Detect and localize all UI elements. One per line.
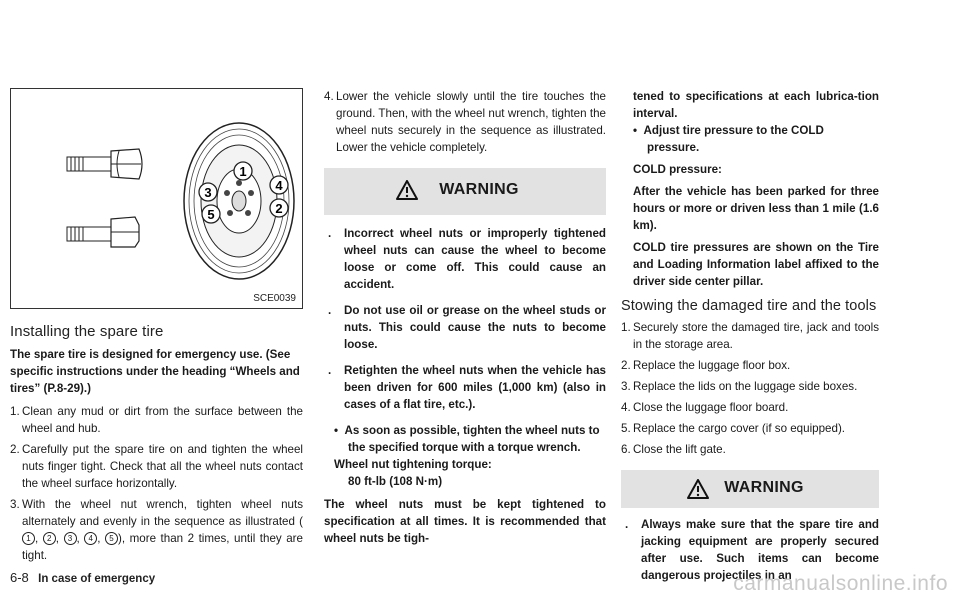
pressure-bullet: • Adjust tire pressure to the COLD pressure. [633, 124, 824, 154]
warning-title: WARNING [439, 181, 519, 198]
list-item: . Do not use oil or grease on the wheel studs or nuts. This could cause the nuts to become loose. [328, 304, 606, 351]
list-item: 4. Close the luggage floor board. [621, 401, 789, 414]
left-column [10, 88, 303, 568]
warning-header [324, 168, 606, 215]
torque-value: 80 ft-lb (108 N·m) [348, 475, 443, 488]
cold-pressure-label: COLD pressure: [633, 163, 722, 176]
wheel-nut-figure [10, 88, 303, 309]
watermark: carmanualsonline.info [733, 572, 948, 595]
sequence-circle-2: 2 [43, 532, 56, 545]
closing-paragraph: The wheel nuts must be kept tightened to specification at all times. It is recommended that wheel nuts be tigh- [324, 498, 606, 545]
section-name: In case of emergency [38, 573, 156, 585]
warning-title-2: WARNING [724, 479, 804, 496]
lug-nut-lower [67, 217, 139, 247]
sequence-number-5: 5 [207, 207, 215, 222]
stowing-steps-list [621, 319, 879, 458]
list-item: 3. Replace the lids on the luggage side boxes. [621, 380, 858, 393]
list-item: 4. Lower the vehicle slowly until the tire touches the ground. Then, with the wheel nut wrench, tighten the wheel nuts securely in the sequence as illustrated. Lower the vehicle completely. [324, 90, 606, 154]
figure-code: SCE0039 [253, 293, 296, 304]
list-item: 3. With the wheel nut wrench, tighten wheel nuts alternately and evenly in the sequence as illustrated (1 , 2 , 3 , 4 , 5 ), more than 2 times, until they are tight. [10, 498, 303, 562]
cold-pressure-text: After the vehicle has been parked for three hours or more or driven less than 1 mile (1.6 km). [633, 185, 879, 232]
cold-pressure-note: COLD tire pressures are shown on the Tire and Loading Information label affixed to the driver side center pillar. [633, 241, 879, 288]
list-item: . Retighten the wheel nuts when the vehicle has been driven for 600 miles (1,000 km) (also in cases of a flat tire, etc.). [328, 364, 606, 411]
list-item: 2. Carefully put the spare tire on and tighten the wheel nuts finger tight. Check that all the wheel nuts contact the wheel surface horizontally. [10, 443, 303, 490]
lug-nut-upper [67, 149, 142, 179]
page-number: 6-8 [10, 570, 29, 585]
list-item: 5. Replace the cargo cover (if so equipped). [621, 422, 846, 435]
torque-label: Wheel nut tightening torque: [334, 458, 492, 471]
sequence-number-4: 4 [275, 178, 283, 193]
sequence-number-3: 3 [204, 185, 212, 200]
middle-column [324, 88, 606, 547]
list-item: 6. Close the lift gate. [621, 443, 726, 456]
intro-paragraph: The spare tire is designed for emergency use. (See specific instructions under the heading “Wheels and tires” (P.8-29).) [10, 348, 300, 395]
section-heading-stowing: Stowing the damaged tire and the tools [621, 298, 877, 314]
torque-bullet: • As soon as possible, tighten the wheel nuts to the specified torque with a torque wrench. [334, 424, 600, 454]
warning-list [324, 225, 606, 413]
list-item: 2. Replace the luggage floor box. [621, 359, 791, 372]
sequence-circle-4: 4 [84, 532, 97, 545]
continued-paragraph: tened to specifications at each lubrica-tion interval. [633, 90, 879, 120]
right-column [621, 88, 879, 593]
list-item: . Always make sure that the spare tire and jacking equipment are properly secured after use. Such items can become dangerous projectiles in an [625, 518, 879, 582]
list-item: . Incorrect wheel nuts or improperly tightened wheel nuts can cause the wheel to become loose or come off. This could cause an accident. [328, 227, 606, 291]
wheel-illustration [11, 89, 302, 308]
section-heading-installing: Installing the spare tire [10, 323, 164, 340]
install-steps-list [10, 403, 303, 564]
sequence-circle-5: 5 [105, 532, 118, 545]
sequence-number-1: 1 [239, 164, 247, 179]
warning-header-2 [621, 470, 879, 508]
lower-vehicle-step [324, 88, 606, 156]
list-item: 1. Clean any mud or dirt from the surface between the wheel and hub. [10, 405, 303, 435]
sequence-circle-1: 1 [22, 532, 35, 545]
sequence-circle-3: 3 [64, 532, 77, 545]
list-item: 1. Securely store the damaged tire, jack and tools in the storage area. [621, 321, 879, 351]
sequence-number-2: 2 [275, 201, 283, 216]
page-footer [10, 570, 155, 585]
